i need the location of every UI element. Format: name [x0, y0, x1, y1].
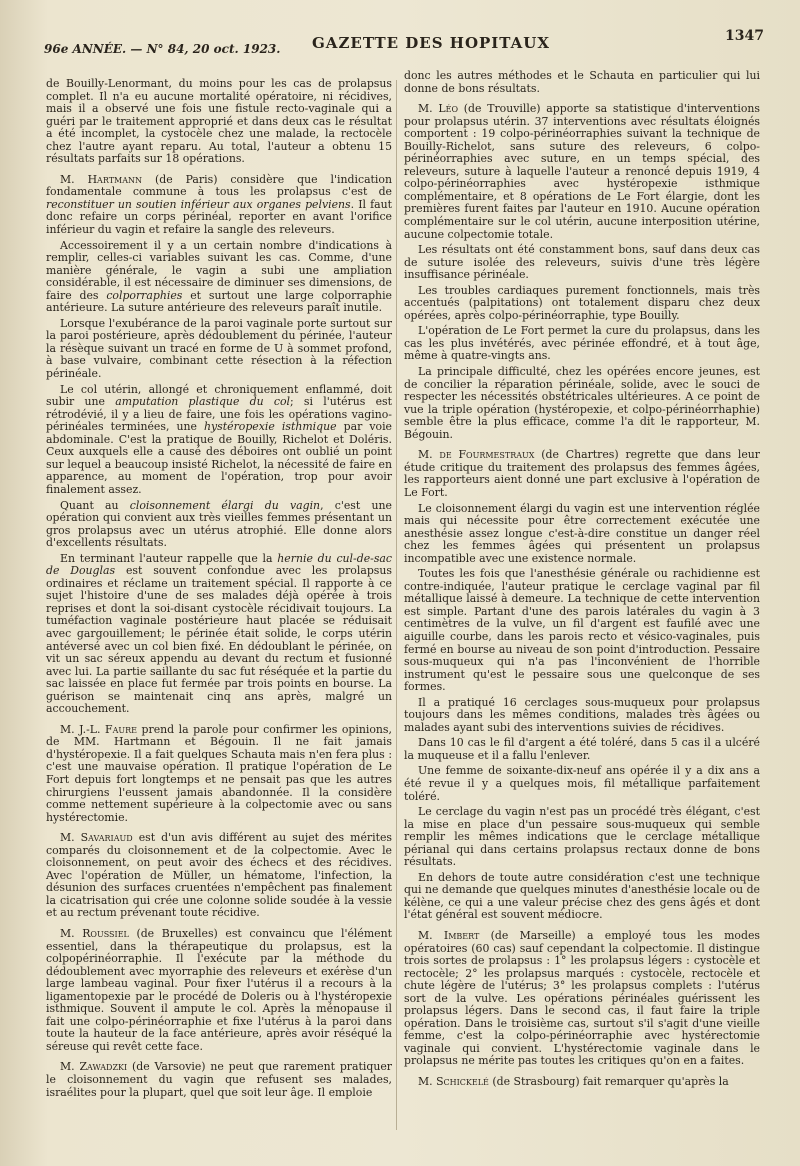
text-run: (de Varsovie) ne peut que rarement pratiquer le cloisonnement du vagin que refusent ses malades, israélites pour la plupart, quel que soit leur âge. Il emploie: [46, 1060, 392, 1099]
text-run: (de Bruxelles) est convaincu que l'élément essentiel, dans la thérapeutique du prolapsus, est la colpopérinéorraphie. Il l'exécute par la méthode du dédoublement avec myorraphie des releveurs et exérèse d'un large lambeau vaginal. Pour fixer l'utérus il a recours à la ligamentopexie par le procédé de Doleris ou à l'hystéropexie isthmique. Souvent il ampute le col. Après la ménopause il fait une colpo-périnéorraphie et fixe l'utérus à la paroi dans toute la hauteur de la face antérieure, après avoir réséqué la séreuse qui revêt cette face.: [46, 927, 392, 1053]
author-name: Hartmann: [87, 172, 143, 186]
paragraph: [404, 285, 760, 323]
paragraph: [46, 553, 392, 716]
author-name: Schickelé: [436, 1075, 489, 1089]
text-run: M.: [418, 102, 439, 116]
paragraph: [404, 103, 760, 241]
text-run: Toutes les fois que l'anesthésie générale ou rachidienne est contre-indiquée, l'auteur pratique le cerclage vaginal par fil métallique laissé à demeure. La technique de cette intervention est simple. Partant d'une des parois latérales du vagin à 3 centimètres de la vulve, un fil d'argent est faufilé avec une aiguille courbe, dans les parois recto et vésico-vaginales, puis fermé en bourse au niveau de son point d'introduction. Pessaire sous-muqueux qui n'a pas l'inconvénient de l'horrible instrument qu'est le pessaire sous une quelconque de ses formes.: [404, 567, 760, 694]
paragraph: [404, 737, 760, 762]
text-run: de Bouilly-Lenormant, du moins pour les cas de prolapsus complet. Il n'a eu aucune mortalité opératoire, ni récidives, mais il a observé une fois une fistule recto-vaginale qui a guéri par le traitement approprié et dans deux cas le résultat a été incomplet, la cystocèle chez une malade, la rectocèle chez l'autre ayant reparu. Au total, l'auteur a obtenu 15 résultats parfaits sur 18 opérations.: [46, 77, 392, 166]
author-name: Savariaud: [80, 831, 133, 845]
right-column: [404, 70, 760, 1092]
author-name: Imbert: [443, 929, 480, 942]
journal-title: GAZETTE DES HOPITAUX: [312, 34, 551, 52]
text-run: M.: [60, 831, 81, 845]
text-run: et surtout une large colporraphie antérieure. La suture antérieure des releveurs paraît inutile.: [46, 288, 392, 315]
text-run: L'opération de Le Fort permet la cure du prolapsus, dans les cas les plus invétérés, avec périnée effondré, et à tout âge, même à quatre-vingts ans.: [404, 324, 760, 363]
text-run: Le cloisonnement élargi du vagin est une intervention réglée mais qui nécessite pour être correctement exécutée une anesthésie assez longue c'est-à-dire constitue un danger réel chez les femmes âgées qui présentent un prolapsus incompatible avec une existence normale.: [404, 501, 760, 565]
author-name: Roussiel: [82, 927, 129, 940]
text-run: M. J.-L.: [60, 722, 106, 736]
paragraph: [46, 174, 392, 237]
paragraph: [46, 240, 392, 315]
page-header: [44, 28, 764, 62]
issue-line: 96e ANNÉE. — N° 84, 20 oct. 1923.: [44, 42, 281, 56]
text-run: est d'un avis différent au sujet des mérites comparés du cloisonnement et de la colpectomie. Avec le cloisonnement, on peut avoir des échecs et des récidives. Avec l'opération de Müller, un hématome, l'infection, la désunion des surfaces cruentées n'empêchent pas finalement la cicatrisation qui crée une colonne solide soudée à la vessie et au rectum prévenant toute récidive.: [46, 831, 393, 920]
text-run: Quant au: [60, 498, 130, 512]
text-run: prend la parole pour confirmer les opinions, de MM. Hartmann et Bégouin. Il ne fait jamais d'hystéropexie. Il a fait quelques Schauta mais n'en fera plus : c'est une mauvaise opération. Il pratique l'opération de Le Fort depuis fort longtemps et ne pensait pas que les autres chirurgiens l'eussent jamais abandonnée. Il la considère comme nettement supérieure à la colpectomie avec ou sans hystérectomie.: [46, 722, 392, 824]
text-run: . Il faut donc refaire un corps périnéal, reporter en avant l'orifice inférieur du vagin et refaire la sangle des releveurs.: [46, 197, 392, 237]
text-run: (de Trouville) apporte sa statistique d'interventions pour prolapsus utérin. 37 interventions avec résultats éloignés comportent : 19 colpo-périnéorraphies suivant la technique de Bouilly-Richelot, sans suture des releveurs, 6 colpo-périnéorraphies avec suture, en un temps spécial, des releveurs, suture à laquelle l'auteur a renoncé depuis 1919, 4 colpo-périnéorraphies avec hystéropexie isthmique complémentaire, et 8 opérations de Le Fort élargie, dont les premières furent faites par l'auteur en 1910. Aucune opération complémentaire sur le col utérin, aucune interposition utérine, aucune colpectomie totale.: [404, 102, 760, 241]
paragraph: [404, 930, 760, 1068]
author-name: de Fourmestraux: [439, 448, 535, 462]
paragraph: [404, 1076, 760, 1089]
text-run: M.: [60, 1060, 80, 1074]
text-run: En dehors de toute autre considération c'est une technique qui ne demande que quelques minutes d'anesthésie locale ou de kélène, ce qui a une valeur précise chez des gens âgés et dont l'état général est souvent médiocre.: [404, 870, 760, 922]
text-run: Le col utérin, allongé et chroniquement enflammé, doit subir une: [46, 382, 392, 409]
text-run: (de Chartres) regrette que dans leur étude critique du traitement des prolapsus des femmes âgées, les rapporteurs aient donné une part exclusive à l'opération de Le Fort.: [404, 448, 760, 499]
text-run: M.: [60, 172, 88, 186]
text-run: (de Marseille) a employé tous les modes opératoires (60 cas) sauf cependant la colpectomie. Il distingue trois sortes de prolapsus : 1° les prolapsus légers : cystocèle et rectocèle; 2° les prolapsus marqués : cystocèle, rectocèle et chute légère de l'utérus; 3° les prolapsus complets : l'utérus sort de la vulve. Les opérations périnéales guérissent les prolapsus légers. Dans le second cas, il faut faire la triple opération. Dans le troisième cas, surtout s'il s'agit d'une vieille femme, c'est la colpo-périnéorraphie avec hystérectomie vaginale qui convient. L'hystérectomie vaginale dans le prolapsus ne mérite pas toutes les critiques qu'on en a faites.: [404, 929, 760, 1068]
text-run: Lorsque l'exubérance de la paroi vaginale porte surtout sur la paroi postérieure, après dédoublement du périnée, l'auteur la résèque suivant un tracé en forme de U à sommet profond, à base vulvaire, combinant cette résection à la réfection périnéale.: [46, 316, 392, 381]
italic-term: hystéropexie isthmique: [204, 420, 337, 434]
italic-term: cloisonnement élargi du vagin: [129, 498, 321, 512]
author-name: Faure: [105, 722, 137, 736]
paragraph: [46, 78, 392, 166]
italic-term: colporraphies: [106, 288, 183, 302]
italic-term: reconstituer un soutien inférieur aux organes pelviens: [46, 197, 351, 211]
text-run: Une femme de soixante-dix-neuf ans opérée il y a dix ans a été revue il y a quelques mois, fil métallique parfaitement toléré.: [404, 764, 760, 803]
text-run: est souvent confondue avec les prolapsus ordinaires et réclame un traitement spécial. Il rapporte à ce sujet l'histoire d'une de ses malades déjà opérée à trois reprises et dont la soi-disant cystocèle récidivait toujours. La tuméfaction vaginale postérieure haut placée se réduisait avec gargouillement; le périnée était solide, le corps utérin antéversé avec un col bien fixé. En dédoublant le périnée, on vit un sac séreux appendu au devant du rectum et fusionné avec lui. La partie saillante du sac fut réséquée et la partie du sac laissée en place fut fermée par trois points en bourse. La guérison se maintenait cinq ans après, malgré un accouchement.: [46, 564, 392, 716]
text-run: (de Paris) considère que l'indication fondamentale commune à tous les prolapsus c'est de: [46, 172, 392, 199]
paragraph: [404, 568, 760, 693]
text-run: M.: [418, 929, 444, 942]
paragraph: [404, 244, 760, 282]
paragraph: [46, 928, 392, 1053]
italic-term: amputation plastique du col: [115, 395, 290, 409]
author-name: Zawadzki: [79, 1060, 128, 1074]
paragraph: [404, 697, 760, 735]
text-run: En terminant l'auteur rappelle que la: [60, 551, 278, 565]
text-run: (de Strasbourg) fait remarquer qu'après la: [488, 1075, 729, 1089]
text-run: Les troubles cardiaques purement fonctionnels, mais très accentués (palpitations) ont totalement disparu chez deux opérées, après colpo-périnéorraphie, type Bouilly.: [404, 283, 760, 322]
paragraph: [404, 765, 760, 803]
column-divider: [396, 80, 397, 1130]
page-number: 1347: [725, 28, 764, 44]
paragraph: [46, 832, 392, 920]
italic-term: hernie du cul-de-sac de Douglas: [46, 551, 392, 578]
text-run: M.: [418, 448, 440, 462]
paragraph: [46, 384, 392, 497]
text-run: ; si l'utérus est rétrodévié, il y a lieu de faire, une fois les opérations vagino-périnéales terminées, une: [46, 395, 392, 434]
text-run: M.: [418, 1075, 437, 1089]
text-run: Le cerclage du vagin n'est pas un procédé très élégant, c'est la mise en place d'un pessaire sous-muqueux qui semble remplir les mêmes indications que le cerclage métallique périanal qui dans certains prolapsus rectaux donne de bons résultats.: [404, 805, 760, 869]
text-run: Dans 10 cas le fil d'argent a été toléré, dans 5 cas il a ulcéré la muqueuse et il a fallu l'enlever.: [404, 736, 760, 762]
paragraph: [46, 724, 392, 824]
text-run: par voie abdominale. C'est la pratique de Bouilly, Richelot et Doléris. Ceux auxquels elle a causé des déboires ont oublié un point sur lequel a beaucoup insisté Richelot, la nécessité de faire en apparence, au moment de l'opération, trop pour avoir finalement assez.: [46, 420, 393, 496]
text-run: La principale difficulté, chez les opérées encore jeunes, est de concilier la réparation périnéale, solide, avec le souci de respecter les nécessités obstétricales ultérieures. A ce point de vue la triple opération (hystéropexie, et colpo-périnéorrhaphie) semble être la plus efficace, comme l'a dit le rapporteur, M. Bégouin.: [404, 365, 760, 441]
paragraph: [404, 449, 760, 499]
paragraph: [404, 366, 760, 441]
paragraph: [404, 325, 760, 363]
paragraph: [404, 70, 760, 95]
text-run: Accessoirement il y a un certain nombre d'indications à remplir, celles-ci variables suivant les cas. Comme, d'une manière générale, le vagin a subi une ampliation considérable, il est nécessaire de diminuer ses dimensions, de faire des: [46, 238, 392, 302]
text-run: Il a pratiqué 16 cerclages sous-muqueux pour prolapsus toujours dans les mêmes conditions, malades très âgées ou malades ayant subi des interventions suivies de récidives.: [404, 695, 760, 734]
text-run: donc les autres méthodes et le Schauta en particulier qui lui donne de bons résultats.: [404, 69, 760, 95]
paragraph: [46, 500, 392, 550]
paragraph: [404, 806, 760, 869]
paragraph: [46, 1061, 392, 1099]
author-name: Léo: [438, 102, 459, 116]
text-run: , c'est une opération qui convient aux très vieilles femmes présentant un gros prolapsus avec un utérus atrophié. Elle donne alors d'excellents résultats.: [46, 498, 392, 550]
text-run: M.: [60, 927, 83, 940]
paragraph: [404, 503, 760, 566]
text-run: Les résultats ont été constamment bons, sauf dans deux cas de suture isolée des releveurs, suivis d'une très légère insuffisance périnéale.: [404, 243, 760, 282]
left-column: [46, 78, 392, 1102]
paragraph: [404, 872, 760, 922]
paragraph: [46, 318, 392, 381]
